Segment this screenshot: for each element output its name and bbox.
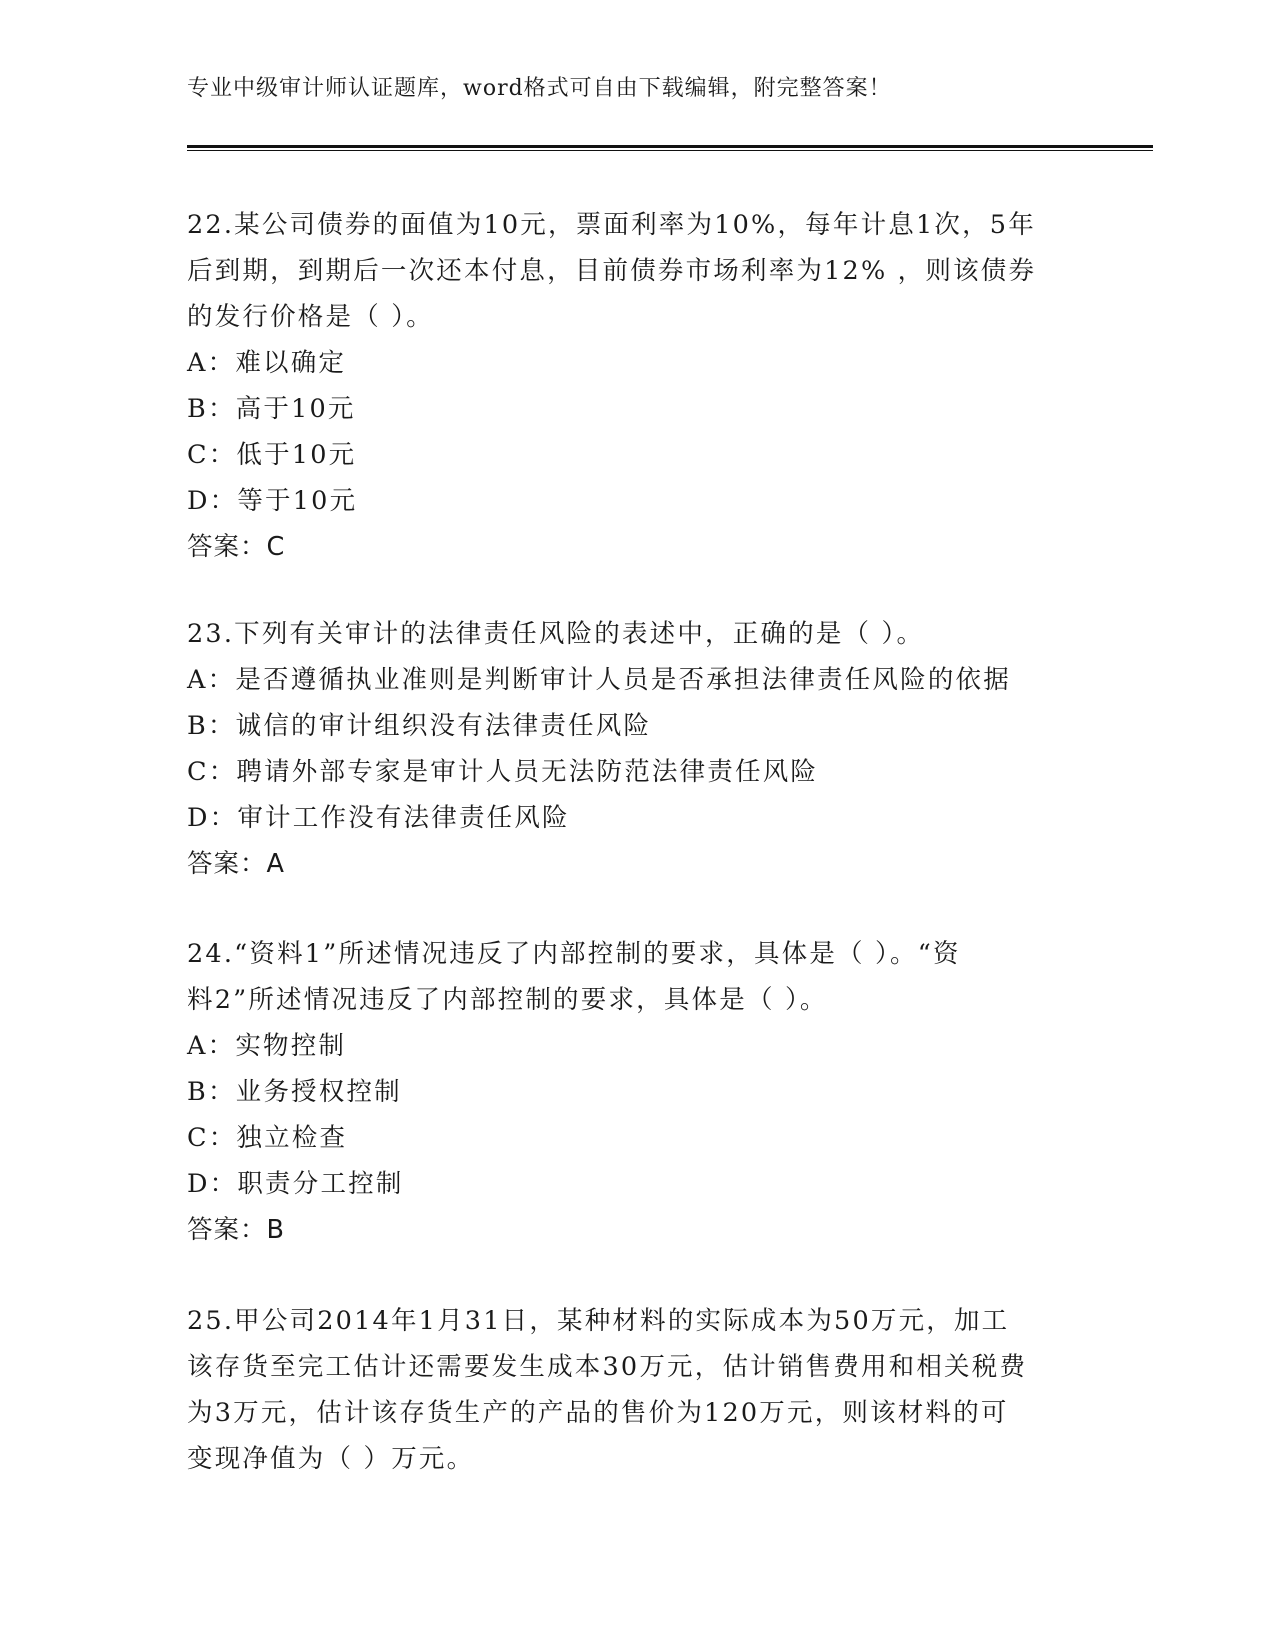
option-b: B：高于10元 bbox=[187, 394, 356, 424]
question-25 bbox=[187, 1298, 1087, 1482]
option-b: B：诚信的审计组织没有法律责任风险 bbox=[187, 711, 652, 741]
option-d: D：审计工作没有法律责任风险 bbox=[187, 803, 570, 833]
question-stem-line: 后到期，到期后一次还本付息，目前债券市场利率为12% ，则该债券 bbox=[187, 256, 1037, 286]
answer-text: 答案：B bbox=[187, 1215, 285, 1245]
option-d: D：等于10元 bbox=[187, 486, 358, 516]
question-stem-line: 23.下列有关审计的法律责任风险的表述中，正确的是（ ）。 bbox=[187, 619, 925, 649]
question-24 bbox=[187, 931, 1087, 1253]
option-c: C：低于10元 bbox=[187, 440, 357, 470]
question-22 bbox=[187, 202, 1087, 570]
question-stem-line: 的发行价格是（ ）。 bbox=[187, 302, 434, 332]
header-divider-thick bbox=[187, 145, 1153, 148]
question-23 bbox=[187, 611, 1087, 887]
question-stem-line: 22.某公司债券的面值为10元，票面利率为10%，每年计息1次，5年 bbox=[187, 210, 1036, 240]
question-stem-line: 24.“资料1”所述情况违反了内部控制的要求，具体是（ ）。“资 bbox=[187, 939, 961, 969]
option-c: C：聘请外部专家是审计人员无法防范法律责任风险 bbox=[187, 757, 819, 787]
question-stem-line: 料2”所述情况违反了内部控制的要求，具体是（ ）。 bbox=[187, 985, 828, 1015]
question-stem-line: 25.甲公司2014年1月31日，某种材料的实际成本为50万元，加工 bbox=[187, 1306, 1010, 1336]
answer-text: 答案：C bbox=[187, 532, 286, 562]
header-divider-thin bbox=[187, 150, 1153, 151]
question-stem-line: 变现净值为（ ）万元。 bbox=[187, 1444, 475, 1474]
option-c: C：独立检查 bbox=[187, 1123, 348, 1153]
option-a: A：实物控制 bbox=[187, 1031, 347, 1061]
option-a: A：是否遵循执业准则是判断审计人员是否承担法律责任风险的依据 bbox=[187, 665, 1011, 695]
option-d: D：职责分工控制 bbox=[187, 1169, 404, 1199]
answer-text: 答案：A bbox=[187, 849, 285, 879]
question-stem-line: 为3万元，估计该存货生产的产品的售价为120万元，则该材料的可 bbox=[187, 1398, 1009, 1428]
option-b: B：业务授权控制 bbox=[187, 1077, 402, 1107]
option-a: A：难以确定 bbox=[187, 348, 347, 378]
page-header: 专业中级审计师认证题库，word格式可自由下载编辑，附完整答案！ bbox=[187, 76, 892, 101]
question-stem-line: 该存货至完工估计还需要发生成本30万元，估计销售费用和相关税费 bbox=[187, 1352, 1028, 1382]
